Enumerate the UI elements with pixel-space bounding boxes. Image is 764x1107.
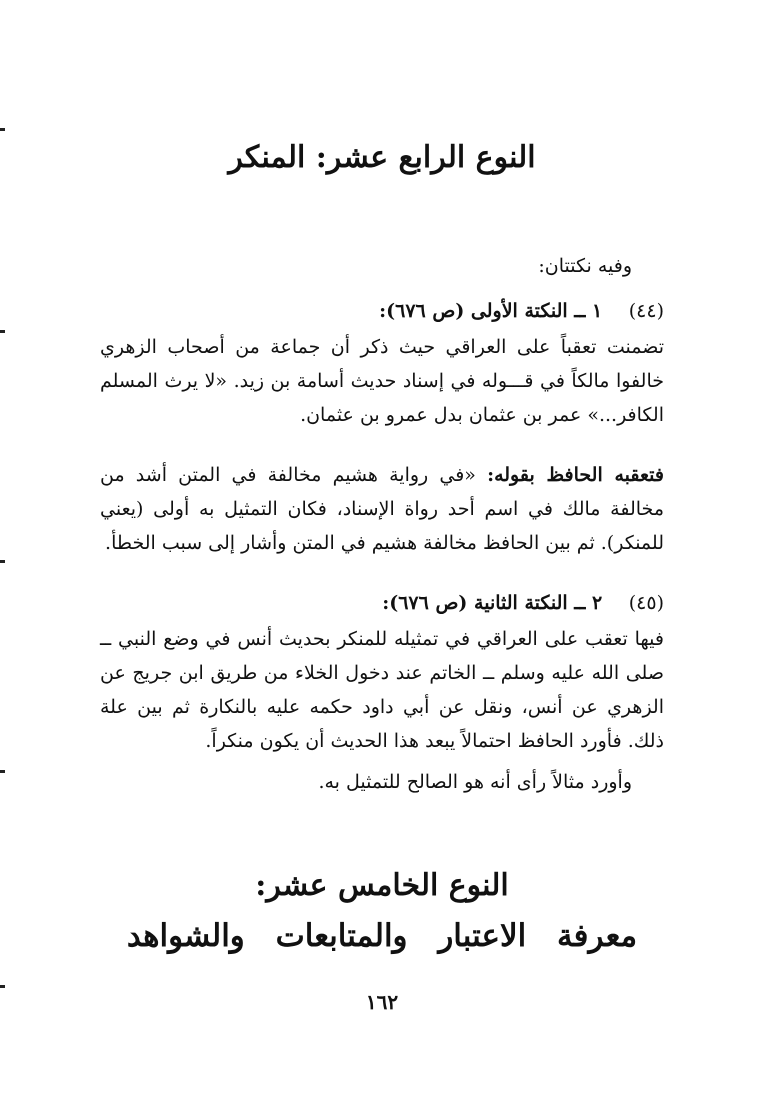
note-heading-44 — [379, 300, 664, 322]
note-44-paragraph-1: تضمنت تعقباً على العراقي حيث ذكر أن جماعة من أصحاب الزهري خالفوا مالكاً في قـــوله في إسناد حديث أسامة بن زيد. «لا يرث المسلم الكافر...» عمر بن عثمان بدل عمرو بن عثمان. — [100, 336, 664, 426]
scan-edge-mark — [0, 560, 5, 563]
note-45-paragraph-1: فيها تعقب على العراقي في تمثيله للمنكر بحديث أنس في وضع النبي ــ صلى الله عليه وسلم ــ الخاتم عند دخول الخلاء من طريق ابن جريج عن الزهري عن أنس، ونقل عن أبي داود حكمه عليه بالنكارة ثم بين علة ذلك. فأورد الحافظ احتمالاً يبعد هذا الحديث أن يكون منكراً. — [100, 628, 664, 752]
note-45-paragraph-2: وأورد مثالاً رأى أنه هو الصالح للتمثيل به. — [318, 771, 632, 793]
scan-edge-mark — [0, 985, 5, 988]
note-number: (٤٥) — [628, 592, 664, 614]
next-section-title: النوع الخامس عشر: — [255, 868, 509, 903]
intro-text: وفيه نكتتان: — [538, 255, 632, 277]
note-title: ١ ــ النكتة الأولى (ص ٦٧٦): — [379, 300, 603, 322]
chapter-title: النوع الرابع عشر: المنكر — [228, 140, 536, 175]
note-44-paragraph-2 — [100, 458, 664, 560]
scan-edge-mark — [0, 128, 5, 131]
scan-edge-mark — [0, 770, 5, 773]
note-title: ٢ ــ النكتة الثانية (ص ٦٧٦): — [382, 592, 603, 614]
paragraph-lead: فتعقبه الحافظ بقوله: — [487, 464, 664, 486]
scan-edge-mark — [0, 330, 5, 333]
next-section-subtitle: معرفة الاعتبار والمتابعات والشواهد — [126, 918, 638, 954]
note-heading-45 — [382, 592, 664, 614]
page-number: ١٦٢ — [365, 990, 399, 1014]
paragraph-body: «في رواية هشيم مخالفة في المتن أشد من مخالفة مالك في اسم أحد رواة الإسناد، فكان التمثيل به أولى (يعني للمنكر). ثم بين الحافظ مخالفة هشيم في المتن وأشار إلى سبب الخطأ. — [100, 464, 664, 554]
note-number: (٤٤) — [628, 300, 664, 322]
